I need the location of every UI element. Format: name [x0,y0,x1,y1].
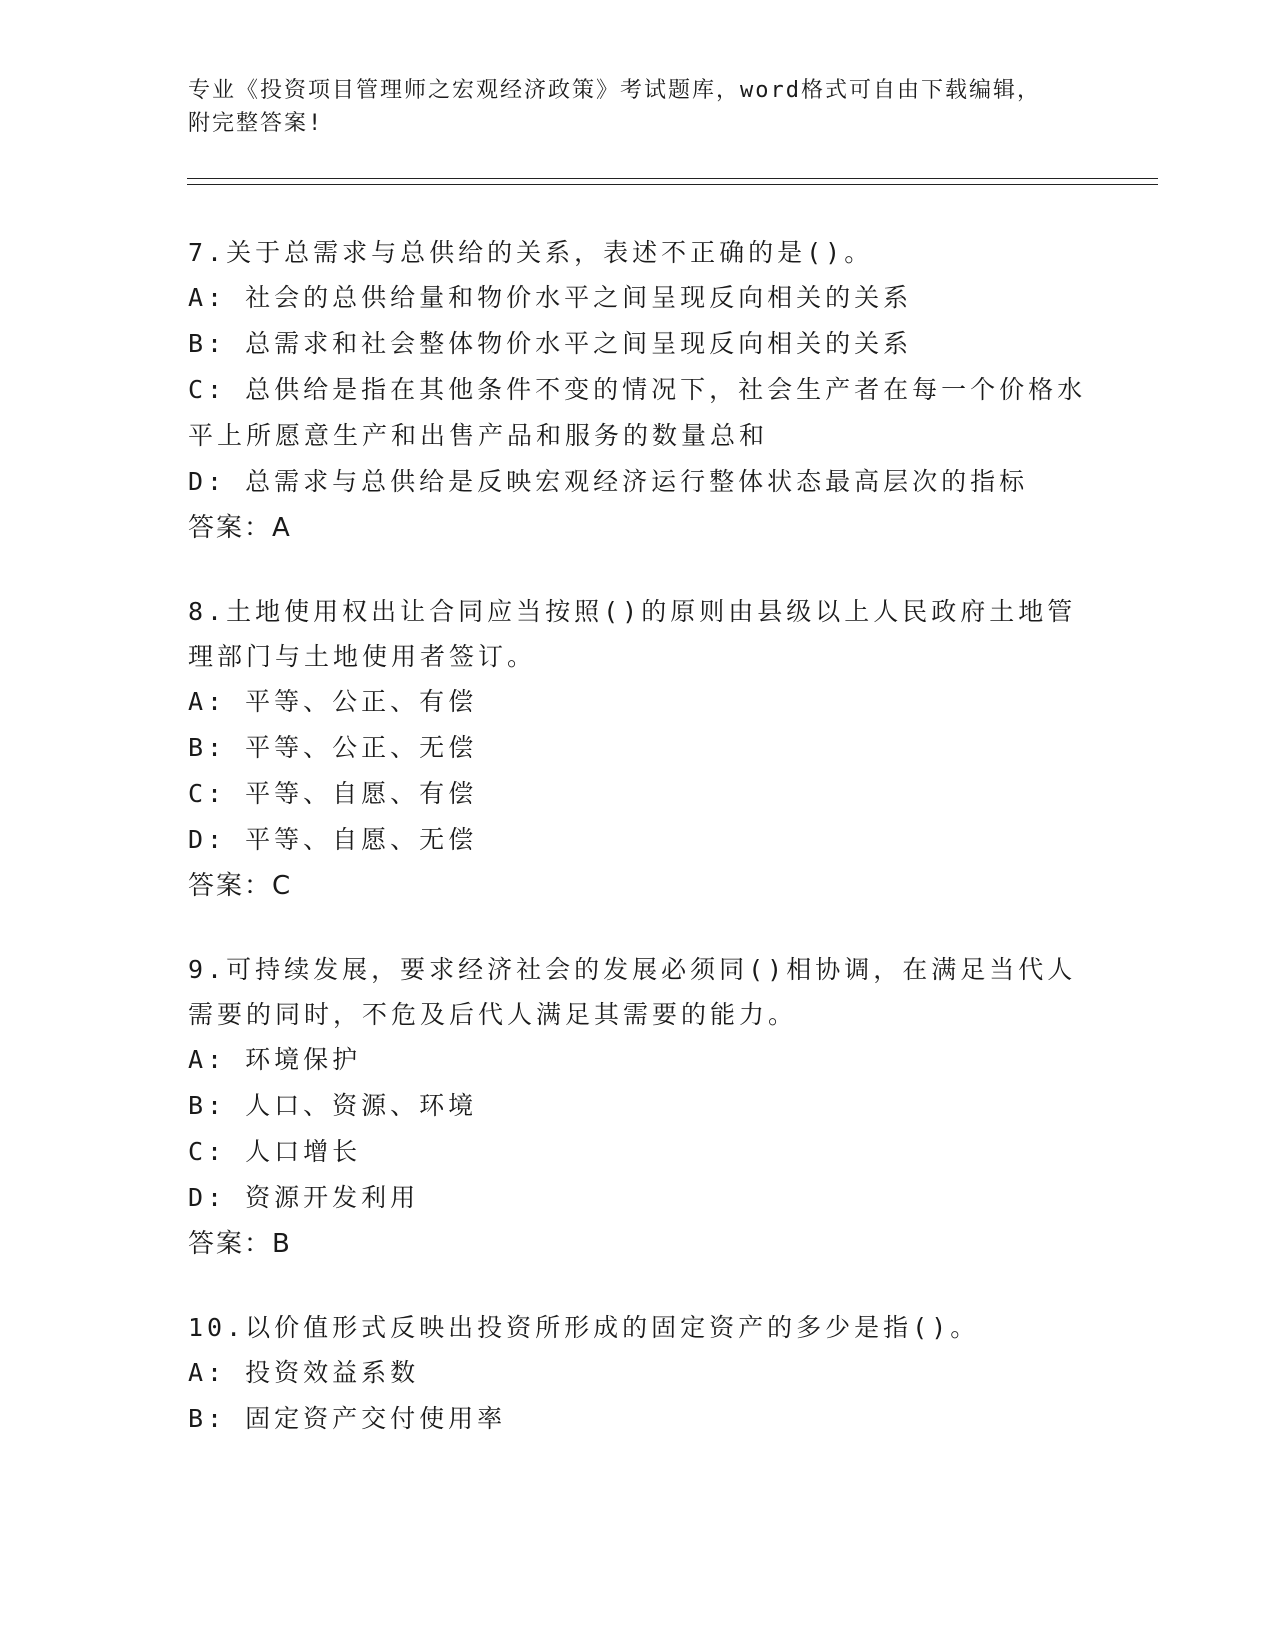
answer-option: 平上所愿意生产和出售产品和服务的数量总和 [188,421,769,450]
answer-option: B: 人口、资源、环境 [188,1091,478,1120]
answer-option: B: 总需求和社会整体物价水平之间呈现反向相关的关系 [188,329,913,358]
question-list [188,230,1088,1480]
correct-answer: 答案：C [188,871,293,901]
answer-option: D: 总需求与总供给是反映宏观经济运行整体状态最高层次的指标 [188,467,1029,496]
header-line-1: 专业《投资项目管理师之宏观经济政策》考试题库，word格式可自由下载编辑， [188,78,1041,103]
question-stem: 7.关于总需求与总供给的关系，表述不正确的是()。 [188,238,874,267]
answer-option: C: 人口增长 [188,1137,362,1166]
question-item [188,947,1088,1267]
question-stem: 9.可持续发展，要求经济社会的发展必须同()相协调，在满足当代人 [188,955,1077,984]
question-stem: 理部门与土地使用者签订。 [188,642,537,671]
correct-answer: 答案：B [188,1229,292,1259]
answer-option: D: 平等、自愿、无偿 [188,825,478,854]
question-stem: 需要的同时，不危及后代人满足其需要的能力。 [188,1000,798,1029]
answer-option: A: 投资效益系数 [188,1358,420,1387]
answer-option: A: 环境保护 [188,1045,362,1074]
answer-option: A: 社会的总供给量和物价水平之间呈现反向相关的关系 [188,283,913,312]
document-header [188,74,1088,140]
header-line-2: 附完整答案! [188,111,324,136]
question-stem: 10.以价值形式反映出投资所形成的固定资产的多少是指()。 [188,1313,980,1342]
answer-option: A: 平等、公正、有偿 [188,687,478,716]
question-item [188,589,1088,909]
answer-option: D: 资源开发利用 [188,1183,420,1212]
answer-option: B: 平等、公正、无偿 [188,733,478,762]
correct-answer: 答案：A [188,513,292,543]
header-divider [187,178,1158,185]
question-item [188,230,1088,551]
answer-option: C: 总供给是指在其他条件不变的情况下，社会生产者在每一个价格水 [188,375,1087,404]
question-item [188,1305,1088,1442]
answer-option: C: 平等、自愿、有偿 [188,779,478,808]
question-stem: 8.土地使用权出让合同应当按照()的原则由县级以上人民政府土地管 [188,597,1077,626]
answer-option: B: 固定资产交付使用率 [188,1404,507,1433]
